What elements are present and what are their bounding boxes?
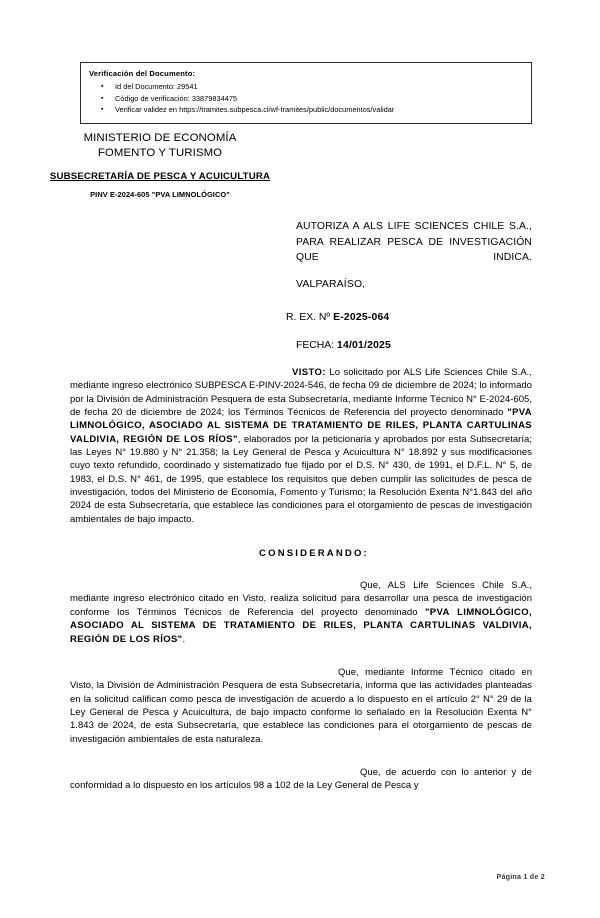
document-body [70, 366, 532, 793]
spacer [70, 526, 532, 548]
spacer [70, 746, 532, 766]
page-footer [0, 872, 600, 881]
resolution-label: R. EX. Nº [286, 312, 331, 323]
page-number-label: Página 1 de 2 [496, 872, 545, 881]
considerando-paragraph-3 [70, 766, 532, 793]
verification-item-text: Código de verificación: 33879834475 [115, 93, 238, 103]
spacer [70, 646, 532, 666]
considerando-1-text-b: . [182, 633, 186, 645]
bullet-icon: ▪ [101, 83, 104, 90]
visto-project-name: "PVA LIMNOLÓGICO, ASOCIADO AL SISTEMA DE TRATAMIENTO DE RILES, PLANTA CARTULINAS VALDIVIA, REGIÓN DE LOS RÍOS" [70, 407, 532, 445]
bullet-icon: ▪ [101, 94, 104, 102]
subsecretaria-title: SUBSECRETARÍA DE PESCA Y ACUICULTURA [49, 171, 271, 182]
ministry-line-2: FOMENTO Y TURISMO [97, 146, 223, 159]
considerando-paragraph-1 [70, 579, 532, 646]
verification-item-code [89, 93, 523, 105]
considerando-1-project-name: "PVA LIMNOLÓGICO, ASOCIADO AL SISTEMA DE TRATAMIENTO DE RILES, PLANTA CARTULINAS VALDIVIA, REGIÓN DE LOS RÍOS" [70, 606, 532, 645]
project-code: PINV E-2024-605 "PVA LIMNOLÓGICO" [90, 190, 230, 199]
organization-header [44, 131, 276, 199]
ministry-line-1: MINISTERIO DE ECONOMÍA [83, 132, 237, 144]
verification-box [80, 62, 532, 124]
date-label: FECHA: [296, 340, 335, 351]
city-label: VALPARAÍSO, [296, 279, 366, 290]
visto-text-part-2: , elaborados por la peticionaria y aprobados por esta Subsecretaría; las Leyes N° 19.880 y N° 21.358; la Ley General de Pesca y Acuicultura N° 18.892 y sus modificaciones cuyo texto refundido, coordinado y sistematizado fue fijado por el D.S. N° 430, de 1991, el D.F.L. N° 5, de 1983, el D.S. N° 461, de 1995, que establece los requisitos que deben cumplir las solicitudes de pesca de investigación, todos del Ministerio de Economía, Fomento y Turismo; la Resolución Exenta N°1.843 del año 2024 de esta Subsecretaría, que establece las condiciones para el otorgamiento de pescas de investigación ambientales de bajo impacto. [70, 433, 532, 525]
resolution-number: E-2025-064 [333, 312, 390, 323]
verification-item-id [89, 81, 523, 93]
resolution-number-line [286, 312, 389, 323]
subject-text: AUTORIZA A ALS LIFE SCIENCES CHILE S.A., PARA REALIZAR PESCA DE INVESTIGACIÓN QUE INDICA. [296, 221, 532, 263]
considerando-2-text: Que, mediante Informe Técnico citado en Visto, la División de Administración Pesquera de esta Subsecretaría, informa que las actividades planteadas en la solicitud califican como pesca de investigación de acuerdo a lo dispuesto en el artículo 2° N° 29 de la Ley General de Pesca y Acuicultura, de bajo impacto conforme lo señalado en la Resolución Exenta N° 1.843 de 2024, de esta Subsecretaría, que establece las condiciones para el otorgamiento de pescas de investigación ambientales de esta naturaleza. [70, 666, 532, 745]
verification-item-text: Verificar validez en https://tramites.subpesca.cl/wf-tramites/public/documentos/validar [115, 105, 395, 114]
bullet-icon: ▪ [101, 106, 104, 113]
visto-text-part-1: Lo solicitado por ALS Life Sciences Chile S.A., mediante ingreso electrónico SUBPESCA E-PINV-2024-546, de fecha 09 de diciembre de 2024; lo informado por la División de Administración Pesquera de esta Subsecretaría, mediante Informe Técnico N° E-2024-605, de fecha 20 de diciembre de 2024; los Términos Técnicos de Referencia del proyecto denominado [70, 367, 532, 419]
visto-keyword: VISTO: [292, 367, 326, 378]
verification-list [89, 81, 523, 116]
considerando-3-text: Que, de acuerdo con lo anterior y de conformidad a lo dispuesto en los artículos 98 a 102 de la Ley General de Pesca y [70, 766, 532, 792]
verification-item-url [89, 104, 523, 116]
date-value: 14/01/2025 [337, 340, 392, 351]
spacer [70, 559, 532, 579]
considerando-heading: CONSIDERANDO: [259, 548, 369, 560]
subject-block [296, 219, 532, 266]
verification-title: Verificación del Documento: [89, 69, 196, 78]
date-line [296, 340, 391, 351]
verification-item-text: Id del Documento: 29541 [115, 82, 198, 91]
considerando-paragraph-2 [70, 666, 532, 746]
visto-paragraph [70, 366, 532, 526]
considerando-1-text-a: Que, ALS Life Sciences Chile S.A., mediante ingreso electrónico citado en Visto, realiza solicitud para desarrollar una pesca de investigación conforme los Términos Técnicos de Referencia del proyecto denominado [70, 580, 532, 618]
